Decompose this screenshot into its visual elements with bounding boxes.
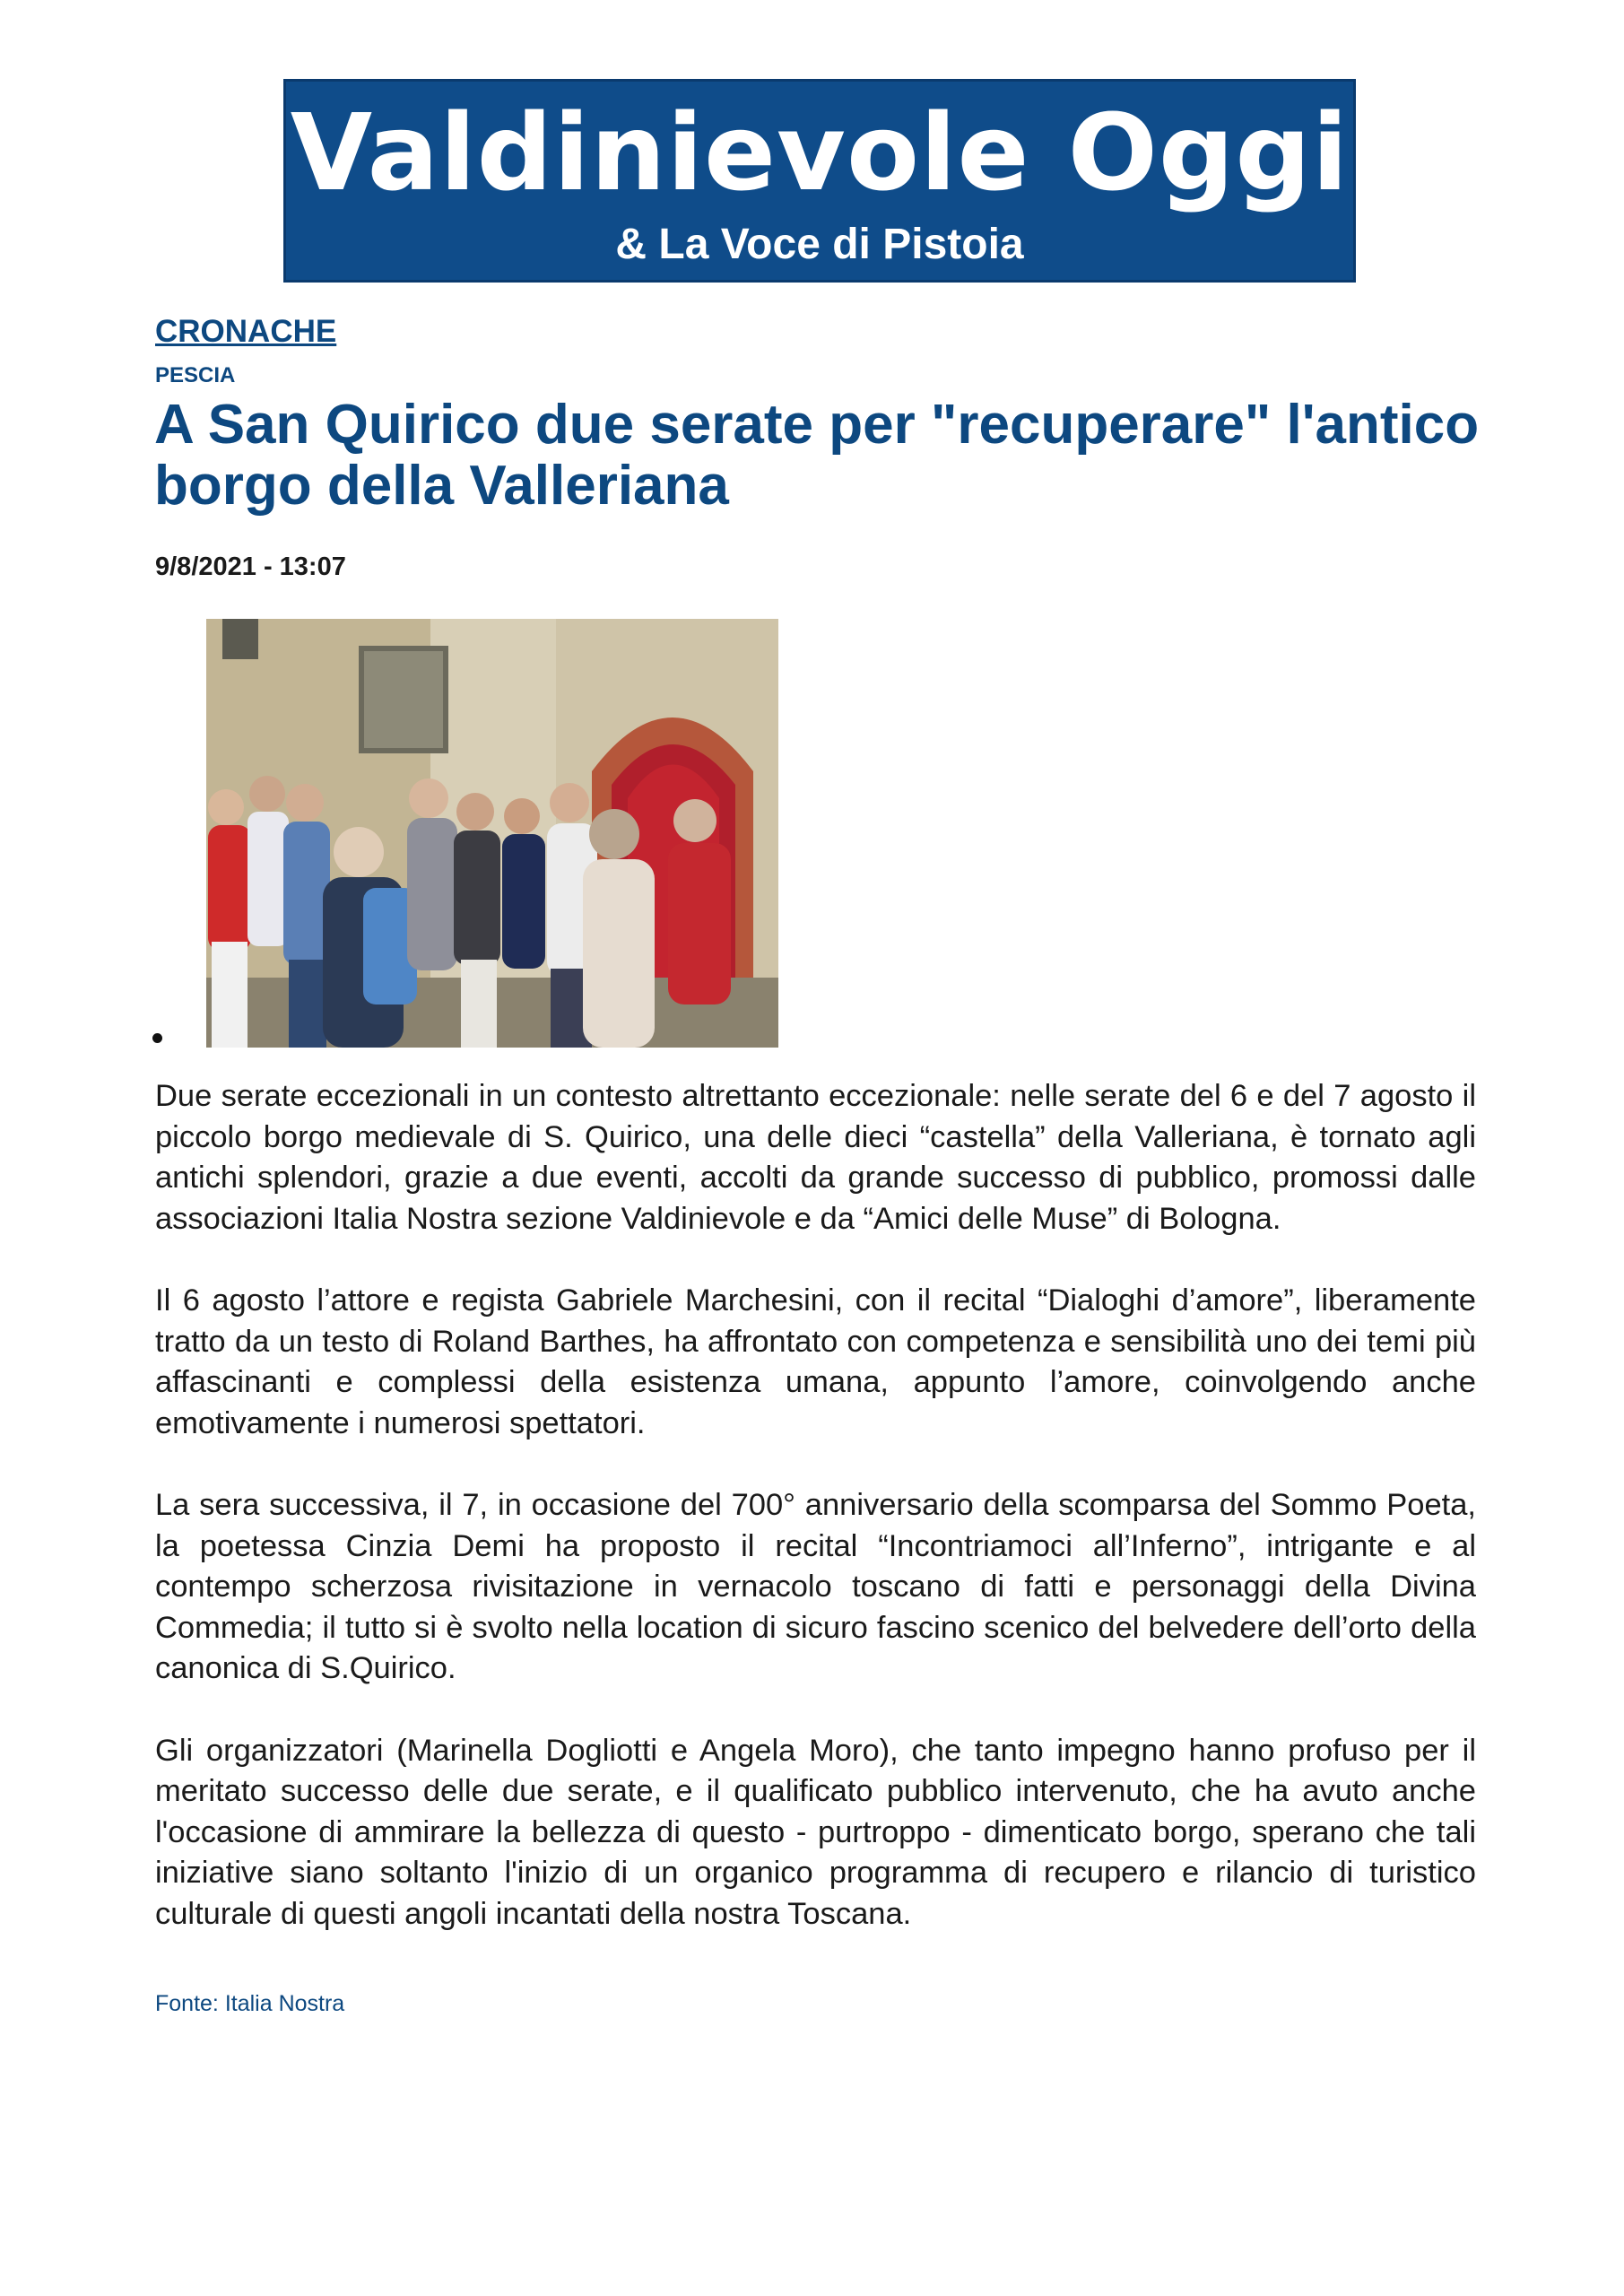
article-photo [206, 619, 778, 1048]
article-paragraph: La sera successiva, il 7, in occasione del 700° anniversario della scomparsa del Sommo Poeta, la poetessa Cinzia Demi ha proposto il recital “Incontriamoci all’Inferno”, intrigante e al contempo scherzosa rivisitazione in vernacolo toscano di fatti e personaggi della Divina Commedia; il tutto si è svolto nella location di sicuro fascino scenico del belvedere dell’orto della canonica di S.Quirico. [155, 1488, 1476, 1685]
list-bullet [152, 1033, 162, 1043]
subsection-label: PESCIA [155, 363, 236, 387]
article-paragraph: Il 6 agosto l’attore e regista Gabriele Marchesini, con il recital “Dialoghi d’amore”, liberamente tratto da un testo di Roland Barthes, ha affrontato con competenza e sensibilità uno dei temi più affascinanti e complessi della esistenza umana, appunto l’amore, coinvolgendo anche emotivamente i numerosi spettatori. [155, 1283, 1476, 1440]
article-body [155, 1076, 1476, 1976]
article-paragraph: Due serate eccezionali in un contesto altrettanto eccezionale: nelle serate del 6 e del 7 agosto il piccolo borgo medievale di S. Quirico, una delle dieci “castella” della Valleriana, è tornato agli antichi splendori, grazie a due eventi, accolti da grande successo di pubblico, promossi dalle associazioni Italia Nostra sezione Valdinievole e da “Amici delle Muse” di Bologna. [155, 1079, 1476, 1236]
masthead-title: Valdinievole Oggi [290, 91, 1350, 214]
masthead-subtitle: & La Voce di Pistoia [615, 221, 1024, 268]
article-paragraph: Gli organizzatori (Marinella Dogliotti e Angela Moro), che tanto impegno hanno profuso per il meritato successo delle due serate, e il qualificato pubblico intervenuto, che ha avuto anche l'occasione di ammirare la bellezza di questo - purtroppo - dimenticato borgo, sperano che tali iniziative siano soltanto l'inizio di un organico programma di recupero e rilancio di turistico culturale di questi angoli incantati della nostra Toscana. [155, 1733, 1476, 1931]
section-link[interactable]: CRONACHE [155, 314, 337, 349]
article-date: 9/8/2021 - 13:07 [155, 552, 346, 581]
article-source: Fonte: Italia Nostra [155, 1991, 345, 2016]
article-title: A San Quirico due serate per "recuperare" l'antico borgo della Valleriana [154, 394, 1480, 517]
masthead-logo[interactable] [283, 79, 1356, 283]
